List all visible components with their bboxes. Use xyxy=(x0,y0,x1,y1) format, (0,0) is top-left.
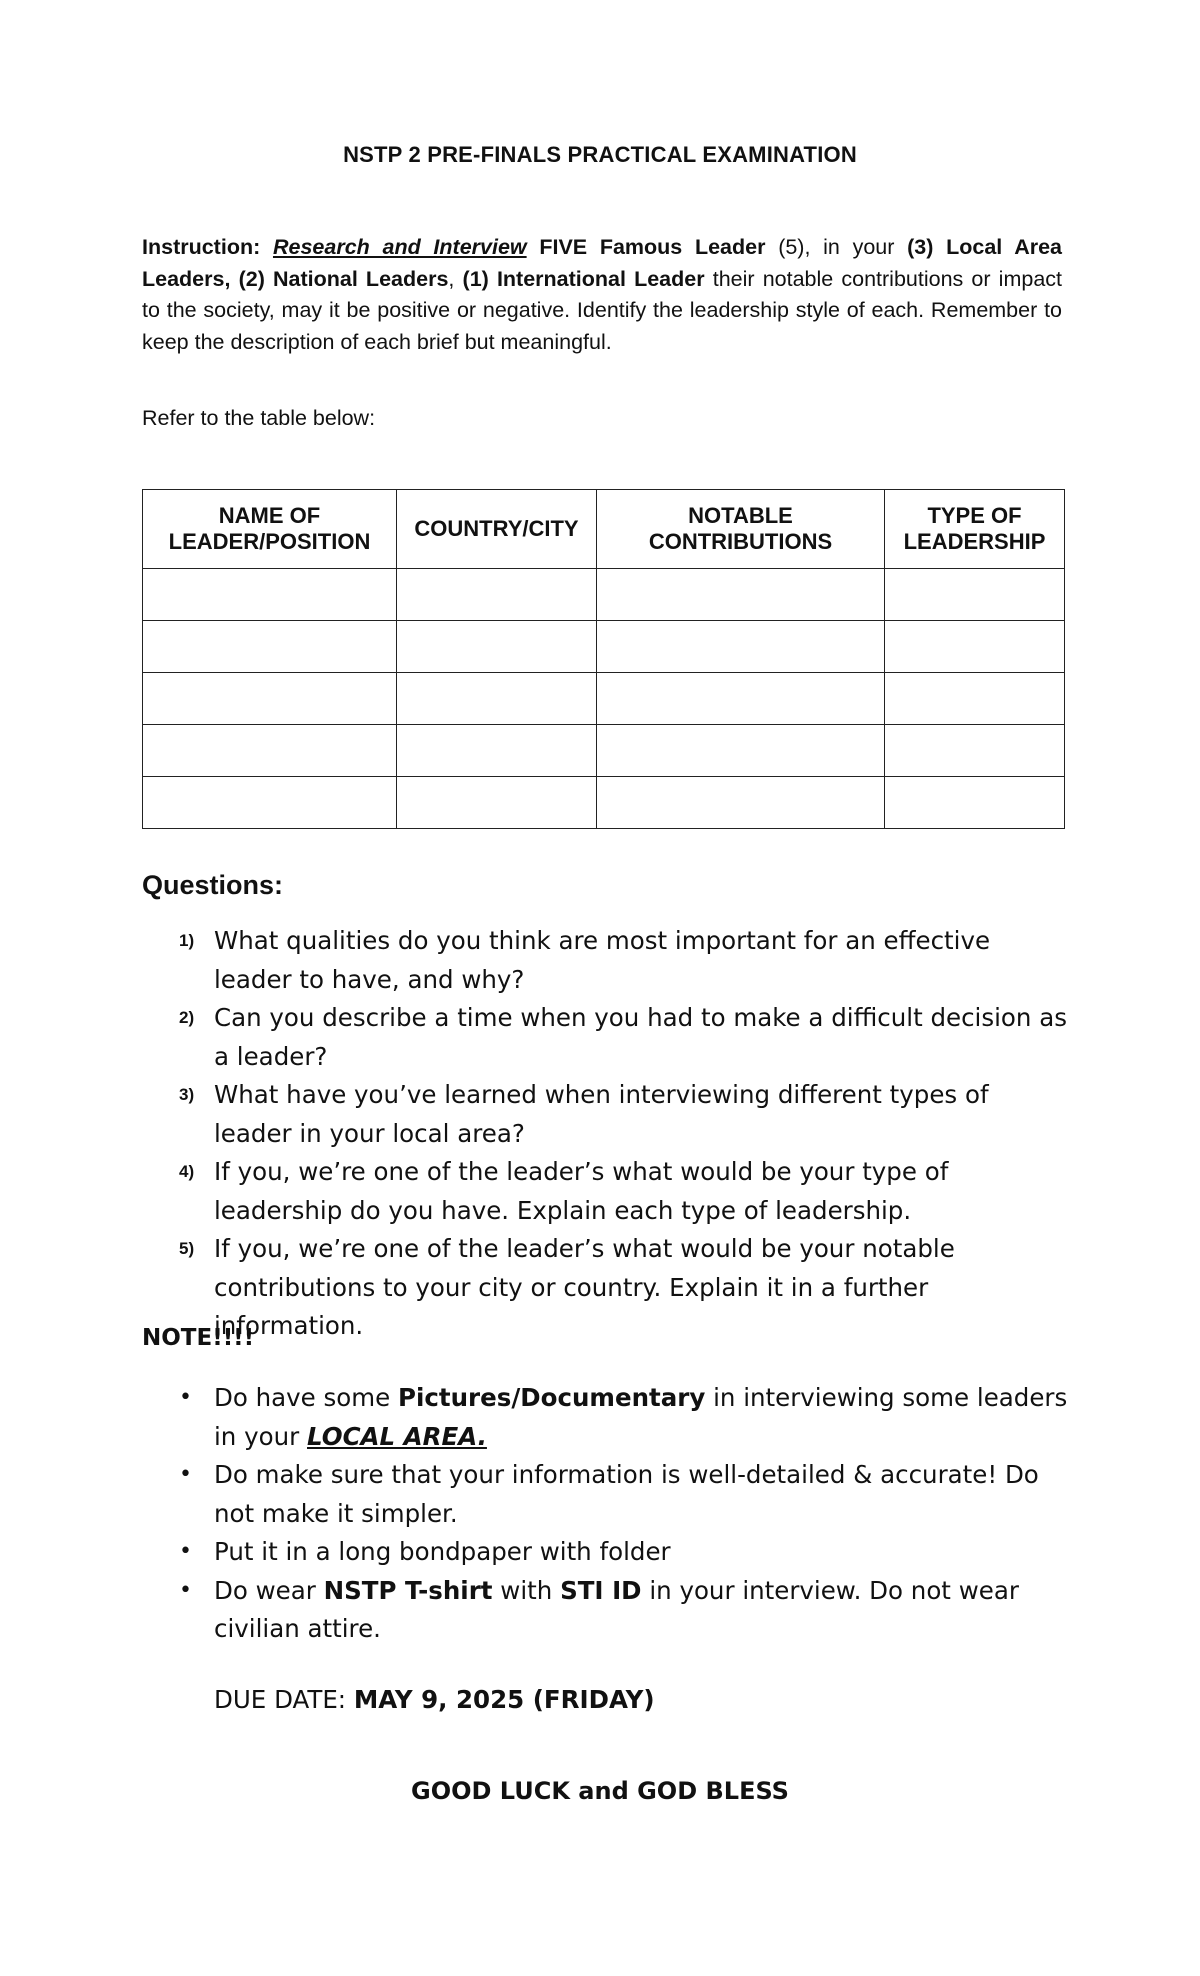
table-cell[interactable] xyxy=(143,777,397,829)
note-text: in your interview. Do not wear civilian attire. xyxy=(214,1575,1019,1643)
note-text: Put it in a long bondpaper with folder xyxy=(214,1537,671,1566)
note-item xyxy=(142,1456,1072,1533)
instruction-t6: their notable contributions or impact to the society, may it be positive or negative. Identify the leadership style of each. Remember to keep the description of each brief but meaningful. xyxy=(142,266,1062,354)
leaders-table xyxy=(142,489,1065,829)
table-cell[interactable] xyxy=(885,621,1065,673)
table-header-contributions: NOTABLE CONTRIBUTIONS xyxy=(597,490,885,569)
table-cell[interactable] xyxy=(597,621,885,673)
instruction-t1: FIVE Famous Leader xyxy=(526,235,766,259)
note-item xyxy=(142,1572,1072,1649)
note-bold: STI ID xyxy=(560,1575,642,1605)
note-heading: NOTE!!!! xyxy=(142,1325,255,1351)
instruction-label: Instruction: xyxy=(142,235,261,259)
table-header-row xyxy=(143,490,1065,569)
question-number: 5) xyxy=(179,1239,195,1258)
refer-text: Refer to the table below: xyxy=(142,406,376,430)
table-cell[interactable] xyxy=(397,673,597,725)
instruction-t4: , xyxy=(448,266,463,291)
table-cell[interactable] xyxy=(597,725,885,777)
question-number: 4) xyxy=(179,1162,195,1181)
question-item xyxy=(142,1153,1072,1230)
note-bold: Pictures/Documentary xyxy=(398,1383,706,1412)
question-text: Can you describe a time when you had to make a difficult decision as a leader? xyxy=(214,1003,1068,1071)
table-row xyxy=(143,777,1065,829)
bullet-icon: • xyxy=(179,1577,192,1603)
instruction-t5: (1) International Leader xyxy=(462,266,705,291)
question-number: 3) xyxy=(179,1085,195,1104)
question-text: What qualities do you think are most important for an effective leader to have, and why? xyxy=(214,926,991,994)
questions-heading: Questions: xyxy=(142,870,284,900)
table-cell[interactable] xyxy=(143,621,397,673)
page-title: NSTP 2 PRE-FINALS PRACTICAL EXAMINATION xyxy=(343,142,857,167)
note-text: in interviewing some leaders in your xyxy=(214,1383,1068,1451)
note-item xyxy=(142,1533,1072,1572)
table-cell[interactable] xyxy=(885,725,1065,777)
table-cell[interactable] xyxy=(397,621,597,673)
table-cell[interactable] xyxy=(397,725,597,777)
note-local-area: LOCAL AREA. xyxy=(307,1421,487,1451)
table-cell[interactable] xyxy=(597,673,885,725)
table-cell[interactable] xyxy=(885,673,1065,725)
table-cell[interactable] xyxy=(397,569,597,621)
question-number: 1) xyxy=(179,931,195,950)
note-item xyxy=(142,1379,1072,1456)
question-number: 2) xyxy=(179,1008,195,1027)
instruction-research: Research and Interview xyxy=(272,235,527,259)
question-item xyxy=(142,1076,1072,1153)
bullet-icon: • xyxy=(179,1539,192,1564)
instruction-t2: (5), in your xyxy=(765,235,908,259)
question-text: If you, we’re one of the leader’s what would be your type of leadership do you have. Explain each type of leadership. xyxy=(214,1157,949,1225)
note-text: with xyxy=(492,1575,561,1605)
instruction-t3: (3) Local Area Leaders, (2) National Leaders xyxy=(142,235,1062,291)
question-text: What have you’ve learned when interviewing different types of leader in your local area? xyxy=(214,1080,989,1148)
table-header-type: TYPE OF LEADERSHIP xyxy=(885,490,1065,569)
note-text: Do wear xyxy=(214,1575,324,1605)
table-cell[interactable] xyxy=(143,673,397,725)
question-item xyxy=(142,922,1072,999)
question-text: If you, we’re one of the leader’s what would be your notable contributions to your city or country. Explain it in a further information. xyxy=(214,1234,955,1340)
table-cell[interactable] xyxy=(597,569,885,621)
table-row xyxy=(143,569,1065,621)
table-cell[interactable] xyxy=(597,777,885,829)
table-cell[interactable] xyxy=(397,777,597,829)
table-header-country: COUNTRY/CITY xyxy=(397,490,597,569)
note-text: Do make sure that your information is well-detailed & accurate! Do not make it simpler. xyxy=(214,1460,1039,1528)
bullet-icon: • xyxy=(179,1385,192,1410)
notes-list xyxy=(142,1379,1072,1649)
table-cell[interactable] xyxy=(143,569,397,621)
table-row xyxy=(143,673,1065,725)
table-header-name: NAME OF LEADER/POSITION xyxy=(143,490,397,569)
question-item xyxy=(142,999,1072,1076)
closing-text: GOOD LUCK and GOD BLESS xyxy=(411,1777,789,1805)
question-item xyxy=(142,1230,1072,1346)
table-row xyxy=(143,621,1065,673)
table-cell[interactable] xyxy=(885,777,1065,829)
questions-list xyxy=(142,922,1072,1346)
note-bold: NSTP T-shirt xyxy=(323,1575,493,1605)
due-date-label: DUE DATE: xyxy=(214,1685,354,1714)
due-date xyxy=(214,1685,655,1714)
note-text: Do have some xyxy=(214,1383,399,1412)
table-row xyxy=(143,725,1065,777)
bullet-icon: • xyxy=(179,1462,192,1487)
instruction-paragraph xyxy=(142,232,1062,358)
table-cell[interactable] xyxy=(143,725,397,777)
table-cell[interactable] xyxy=(885,569,1065,621)
due-date-value: MAY 9, 2025 (FRIDAY) xyxy=(353,1685,655,1714)
